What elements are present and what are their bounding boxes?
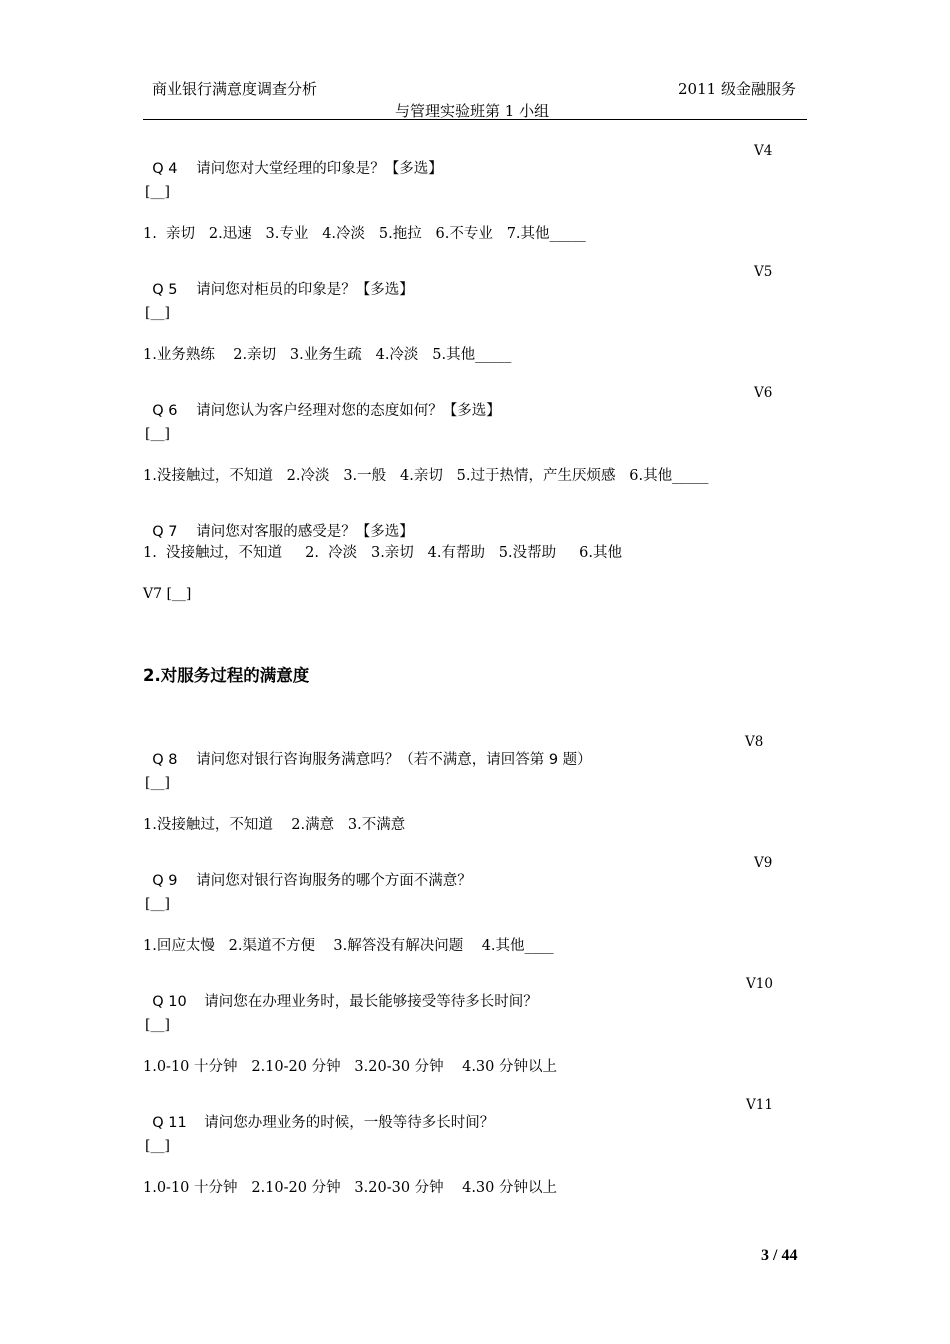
question-text: 请问您对银行咨询服务的哪个方面不满意？ <box>196 873 472 889</box>
options-q5: 1.业务熟练 2.亲切 3.业务生疏 4.冷淡 5.其他_____ <box>143 347 512 363</box>
options-q11: 1.0-10 十分钟 2.10-20 分钟 3.20-30 分钟 4.30 分钟以上 <box>143 1180 557 1196</box>
question-q8 <box>143 732 592 769</box>
question-q4 <box>143 141 443 178</box>
variable-code-v9: V9 <box>754 855 773 871</box>
question-text: 请问您对柜员的印象是？【多选】 <box>196 282 414 298</box>
question-number: Q 4 <box>152 161 178 177</box>
answer-box-q8[interactable]: [__] <box>145 775 170 791</box>
variable-code-v10: V10 <box>746 976 773 992</box>
question-q5 <box>143 262 414 299</box>
question-q7 <box>143 504 414 541</box>
options-q10: 1.0-10 十分钟 2.10-20 分钟 3.20-30 分钟 4.30 分钟以上 <box>143 1059 557 1075</box>
question-number: Q 5 <box>152 282 178 298</box>
answer-box-q10[interactable]: [__] <box>145 1017 170 1033</box>
answer-box-q5[interactable]: [__] <box>145 305 170 321</box>
answer-box-q4[interactable]: [__] <box>145 184 170 200</box>
question-number: Q 8 <box>152 752 178 768</box>
question-text: 请问您认为客户经理对您的态度如何？【多选】 <box>196 403 501 419</box>
header-right-title: 2011 级金融服务 <box>678 80 796 98</box>
section-title: 2.对服务过程的满意度 <box>143 666 310 685</box>
variable-code-v4: V4 <box>754 143 773 159</box>
options-q4: 1. 亲切 2.迅速 3.专业 4.冷淡 5.拖拉 6.不专业 7.其他_____ <box>143 226 586 242</box>
question-q6 <box>143 383 501 420</box>
question-text: 请问您对银行咨询服务满意吗？（若不满意，请回答第 9 题） <box>196 752 592 768</box>
variable-code-v11: V11 <box>746 1097 773 1113</box>
variable-code-v6: V6 <box>754 385 773 401</box>
header-left-title: 商业银行满意度调查分析 <box>152 80 318 98</box>
question-text: 请问您对大堂经理的印象是？【多选】 <box>196 161 443 177</box>
question-q11 <box>143 1095 494 1132</box>
question-number: Q 11 <box>152 1115 187 1131</box>
answer-box-q11[interactable]: [__] <box>145 1138 170 1154</box>
header-rule <box>143 119 807 120</box>
options-q9: 1.回应太慢 2.渠道不方便 3.解答没有解决问题 4.其他____ <box>143 938 554 954</box>
answer-box-q7[interactable]: V7 [__] <box>143 586 192 602</box>
variable-code-v5: V5 <box>754 264 773 280</box>
question-number: Q 10 <box>152 994 187 1010</box>
question-q9 <box>143 853 472 890</box>
question-number: Q 6 <box>152 403 178 419</box>
variable-code-v8: V8 <box>745 734 764 750</box>
question-text: 请问您办理业务的时候，一般等待多长时间？ <box>204 1115 495 1131</box>
header-second-line: 与管理实验班第 1 小组 <box>395 102 550 120</box>
question-text: 请问您在办理业务时，最长能够接受等待多长时间？ <box>204 994 538 1010</box>
question-q10 <box>143 974 538 1011</box>
options-q7: 1. 没接触过，不知道 2. 冷淡 3.亲切 4.有帮助 5.没帮助 6.其他 <box>143 545 623 561</box>
page-number: 3 / 44 <box>761 1247 798 1264</box>
question-number: Q 7 <box>152 524 178 540</box>
question-text: 请问您对客服的感受是？【多选】 <box>196 524 414 540</box>
answer-box-q9[interactable]: [__] <box>145 896 170 912</box>
question-number: Q 9 <box>152 873 178 889</box>
options-q8: 1.没接触过，不知道 2.满意 3.不满意 <box>143 817 406 833</box>
answer-box-q6[interactable]: [__] <box>145 426 170 442</box>
options-q6: 1.没接触过，不知道 2.冷淡 3.一般 4.亲切 5.过于热情，产生厌烦感 6.其他_____ <box>143 468 709 484</box>
